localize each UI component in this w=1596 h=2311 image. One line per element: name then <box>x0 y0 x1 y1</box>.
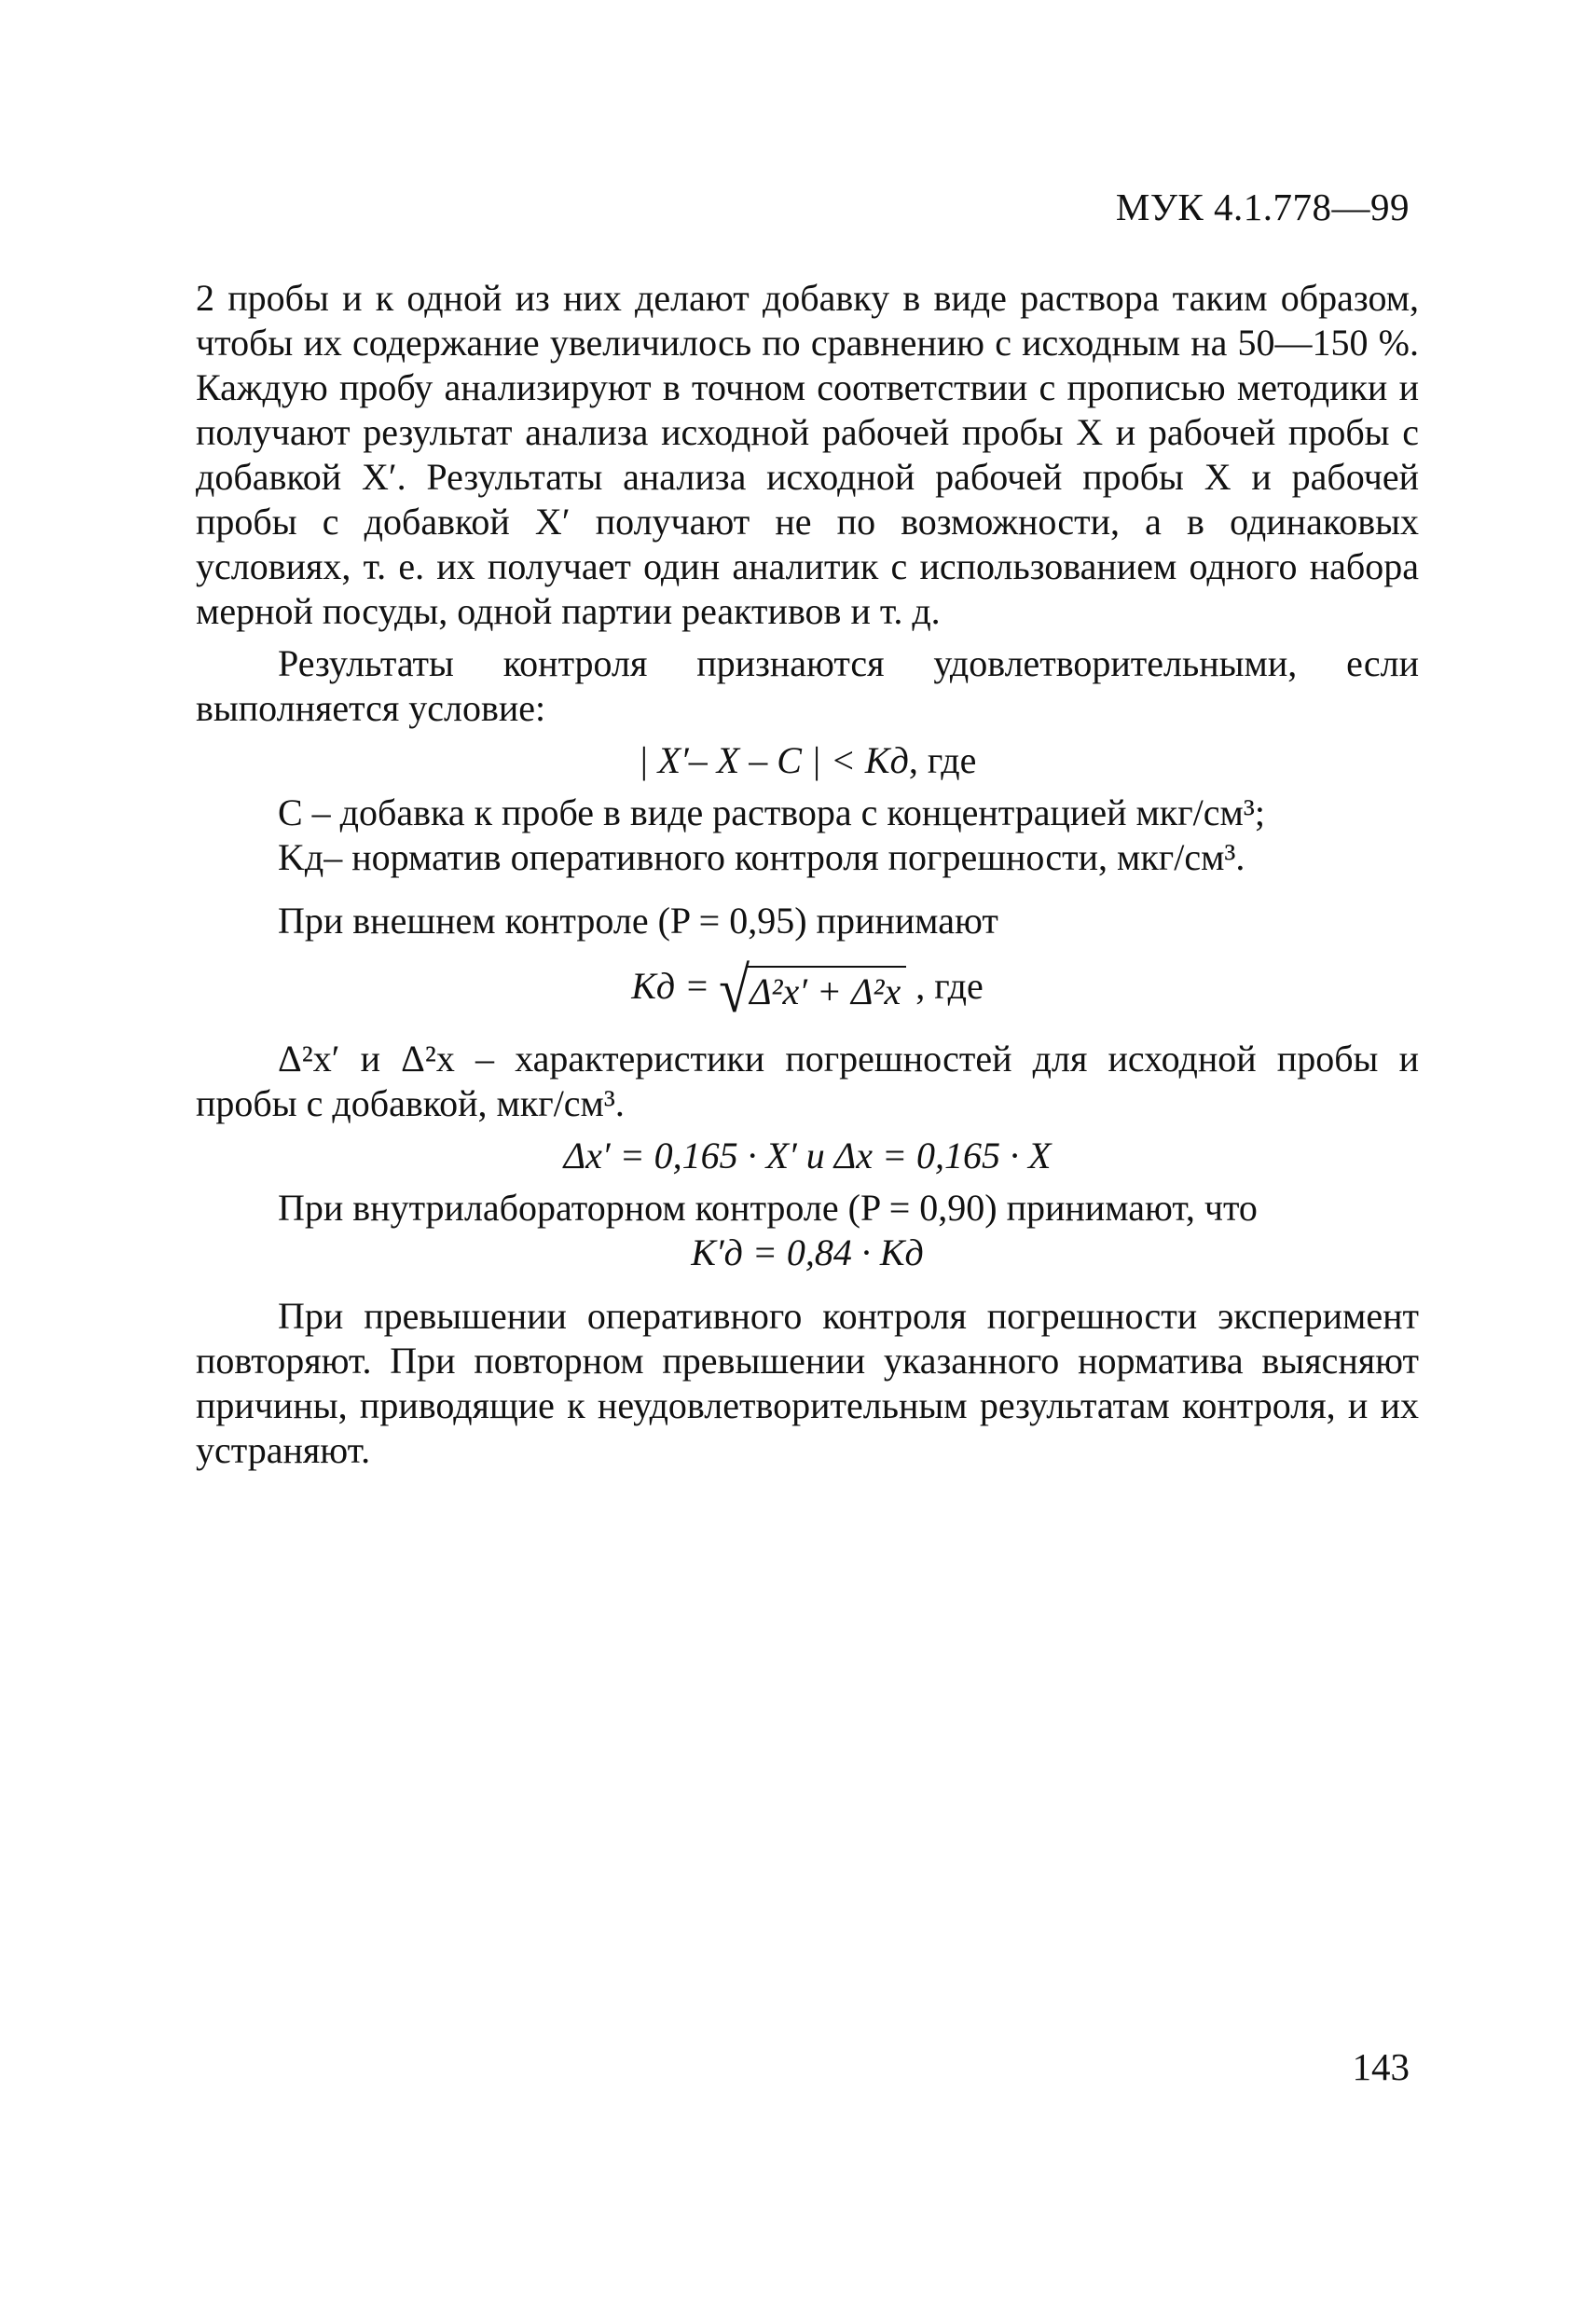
formula-kd-radicand: Δ²x′ + Δ²x <box>746 966 906 1014</box>
paragraph-sample-preparation: 2 пробы и к одной из них делают добавку в виде раствора таким образом, чтобы их содержание увеличилось по сравнению с исходным на 50—150 %. Каждую пробу анализируют в точном соответствии с прописью методики и получают результат анализа исходной рабочей пробы X и рабочей пробы с добавкой X′. Результаты анализа исходной рабочей пробы X и рабочей пробы с добавкой X′ получают не по возможности, а в одинаковых условиях, т. е. их получает один аналитик с использованием одного набора мерной посуды, одной партии реактивов и т. д. <box>196 277 1419 632</box>
page-body <box>196 276 1419 1473</box>
formula-condition <box>196 738 1419 783</box>
radical-sign-icon: √ <box>719 955 750 1025</box>
definition-kd: Kд– норматив оперативного контроля погрешности, мкг/см³. <box>278 836 1245 878</box>
formula-condition-expression: | X′– X – C | < Kд <box>638 739 909 781</box>
paragraph-acceptance-criterion: Результаты контроля признаются удовлетворительными, если выполняется условие: <box>196 642 1419 729</box>
formula-kd-lhs: Kд = <box>631 965 710 1008</box>
running-header: МУК 4.1.778—99 <box>1115 186 1410 228</box>
paragraph-repeat-experiment: При превышении оперативного контроля погрешности эксперимент повторяют. При повторном превышении указанного норматива выясняют причины, приводящие к неудовлетворительным результатам контроля, и их устраняют. <box>196 1295 1419 1471</box>
formula-delta-values: Δx′ = 0,165 · X′ и Δx = 0,165 · X <box>563 1135 1052 1176</box>
definition-c: C – добавка к пробе в виде раствора с концентрацией мкг/см³; <box>278 791 1265 833</box>
formula-kd-sqrt <box>196 955 1419 1025</box>
paragraph-external-control: При внешнем контроле (P = 0,95) принимают <box>278 900 998 942</box>
formula-internal-kd: K′д = 0,84 · Kд <box>691 1231 924 1273</box>
formula-kd-suffix: , где <box>915 965 984 1008</box>
page-number: 143 <box>1352 2045 1410 2088</box>
square-root <box>719 955 906 1025</box>
paragraph-internal-control: При внутрилабораторном контроле (P = 0,90) принимают, что <box>278 1187 1258 1229</box>
formula-condition-suffix: , где <box>908 739 977 781</box>
paragraph-delta-definitions: Δ²x′ и Δ²x – характеристики погрешностей для исходной пробы и пробы с добавкой, мкг/см³. <box>196 1038 1419 1124</box>
